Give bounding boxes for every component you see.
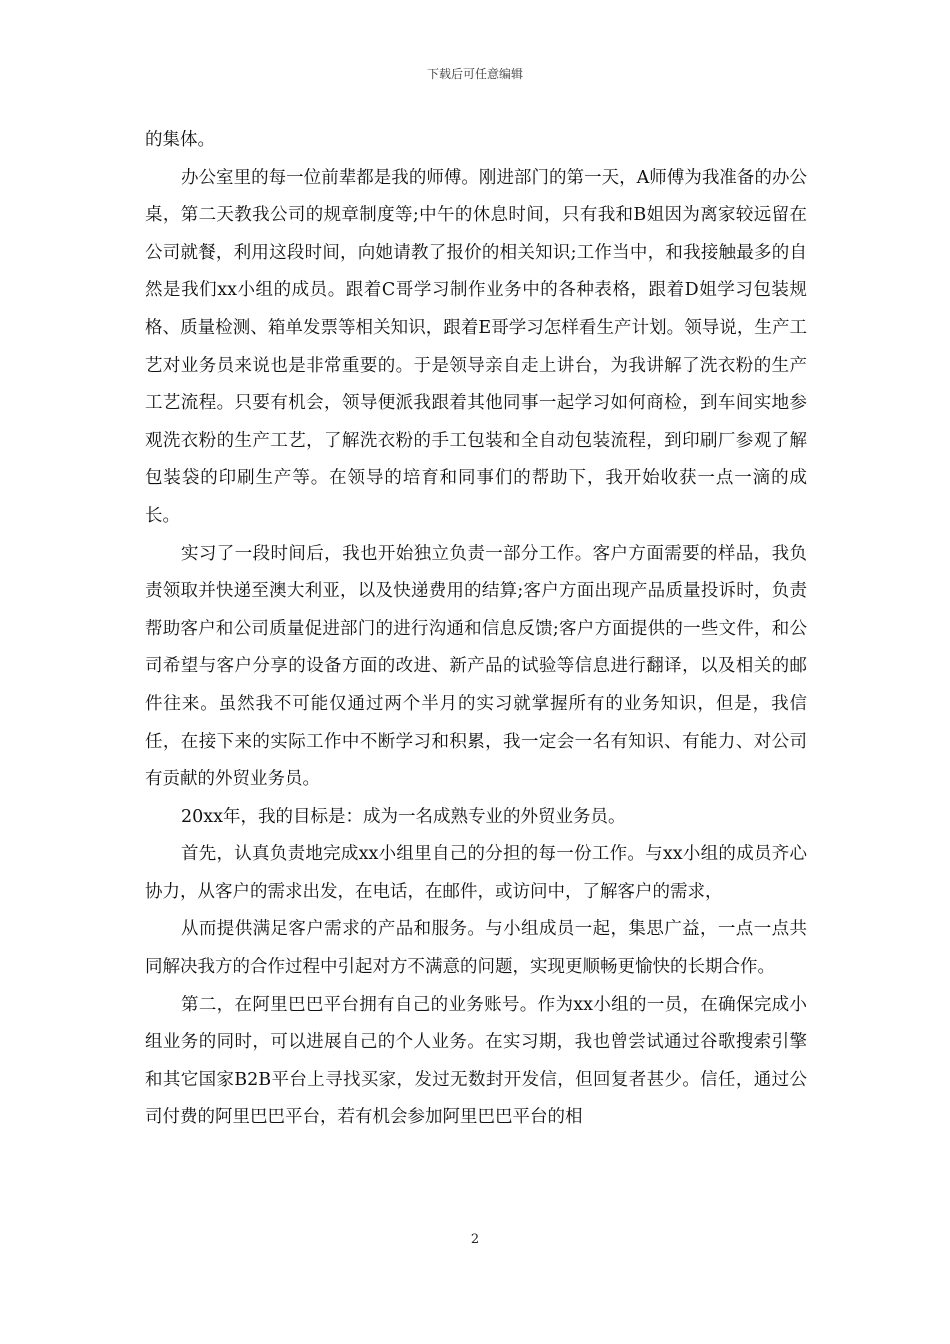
page-footer — [0, 1232, 950, 1248]
page-number: 2 — [470, 1232, 480, 1247]
paragraph-2: 办公室里的每一位前辈都是我的师傅。刚进部门的第一天，A师傅为我准备的办公桌，第二天教我公司的规章制度等;中午的休息时间，只有我和B姐因为离家较远留在公司就餐，利用这段时间，向她请教了报价的相关知识;工作当中，和我接触最多的自然是我们xx小组的成员。跟着C哥学习制作业务中的各种表格，跟着D姐学习包装规格、质量检测、箱单发票等相关知识，跟着E哥学习怎样看生产计划。领导说，生产工艺对业务员来说也是非常重要的。于是领导亲自走上讲台，为我讲解了洗衣粉的生产工艺流程。只要有机会，领导便派我跟着其他同事一起学习如何商检，到车间实地参观洗衣粉的生产工艺，了解洗衣粉的手工包装和全自动包装流程，到印刷厂参观了解包装袋的印刷生产等。在领导的培育和同事们的帮助下，我开始收获一点一滴的成长。 — [145, 167, 807, 526]
document-body — [145, 122, 807, 1137]
paragraph-4: 20xx年，我的目标是：成为一名成熟专业的外贸业务员。 — [181, 806, 626, 827]
page-header — [0, 67, 950, 81]
paragraph-6: 从而提供满足客户需求的产品和服务。与小组成员一起，集思广益，一点一点共同解决我方的合作过程中引起对方不满意的问题，实现更顺畅更愉快的长期合作。 — [145, 919, 807, 978]
paragraph-7: 第二，在阿里巴巴平台拥有自己的业务账号。作为xx小组的一员，在确保完成小组业务的同时，可以进展自己的个人业务。在实习期，我也曾尝试通过谷歌搜索引擎和其它国家B2B平台上寻找买家，发过无数封开发信，但回复者甚少。信任，通过公司付费的阿里巴巴平台，若有机会参加阿里巴巴平台的相 — [145, 994, 807, 1128]
header-text: 下载后可任意编辑 — [426, 67, 523, 81]
paragraph-3: 实习了一段时间后，我也开始独立负责一部分工作。客户方面需要的样品，我负责领取并快递至澳大利亚，以及快递费用的结算;客户方面出现产品质量投诉时，负责帮助客户和公司质量促进部门的进行沟通和信息反馈;客户方面提供的一些文件，和公司希望与客户分享的设备方面的改进、新产品的试验等信息进行翻译，以及相关的邮件往来。虽然我不可能仅通过两个半月的实习就掌握所有的业务知识，但是，我信任，在接下来的实际工作中不断学习和积累，我一定会一名有知识、有能力、对公司有贡献的外贸业务员。 — [145, 543, 807, 790]
paragraph-5: 首先，认真负责地完成xx小组里自己的分担的每一份工作。与xx小组的成员齐心协力，从客户的需求出发，在电话，在邮件，或访问中，了解客户的需求， — [145, 844, 807, 902]
paragraph-1: 的集体。 — [145, 130, 215, 150]
